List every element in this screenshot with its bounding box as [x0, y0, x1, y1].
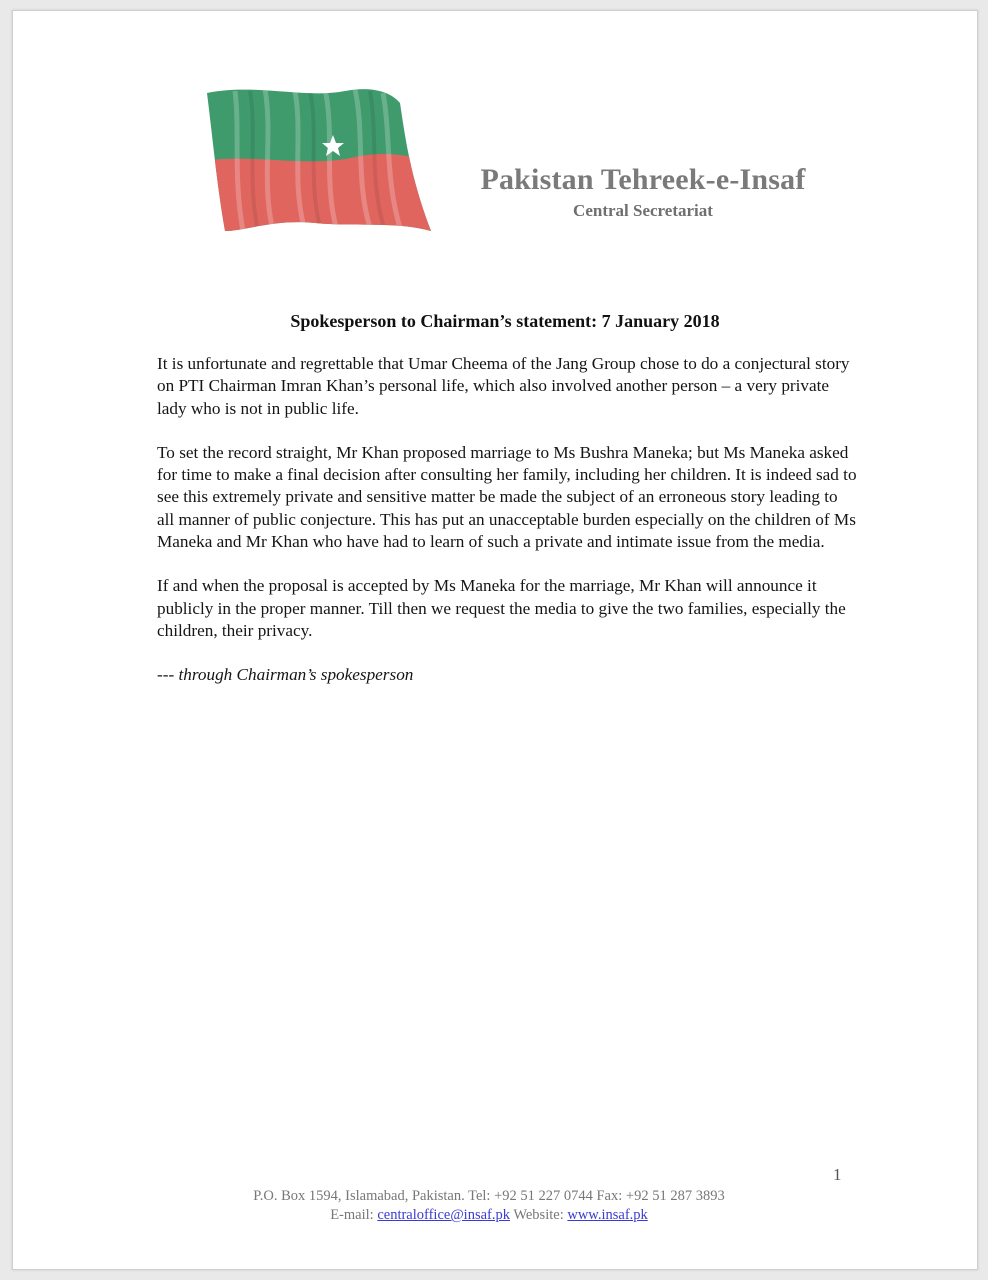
pti-flag-icon	[195, 81, 431, 231]
footer-address: P.O. Box 1594, Islamabad, Pakistan. Tel: +92 51 227 0744 Fax: +92 51 287 3893	[253, 1188, 725, 1204]
email-label: E-mail:	[330, 1207, 378, 1223]
footer	[113, 1187, 865, 1225]
statement-paragraph: To set the record straight, Mr Khan proposed marriage to Ms Bushra Maneka; but Ms Maneka asked for time to make a final decision after consulting her family, including her children. It is indeed sad to see this extremely private and sensitive matter be made the subject of an erroneous story leading to all manner of public conjecture. This has put an unacceptable burden especially on the children of Ms Maneka and Mr Khan who have had to learn of such a private and intimate issue from the media.	[157, 442, 857, 552]
footer-contact	[113, 1206, 865, 1225]
email-link[interactable]: centraloffice@insaf.pk	[377, 1207, 510, 1223]
statement-title: Spokesperson to Chairman’s statement: 7 January 2018	[290, 311, 720, 331]
organization-subtitle: Central Secretariat	[573, 201, 713, 220]
organization-name: Pakistan Tehreek-e-Insaf	[480, 163, 806, 196]
signature-prefix: ---	[157, 665, 179, 685]
page-number: 1	[833, 1165, 842, 1184]
statement-paragraph: It is unfortunate and regrettable that Umar Cheema of the Jang Group chose to do a conjectural story on PTI Chairman Imran Khan’s personal life, which also involved another person – a very private lady who is not in public life.	[157, 354, 850, 418]
signature-text: through Chairman’s spokesperson	[178, 665, 414, 685]
statement-signature	[157, 664, 857, 686]
statement-paragraph: If and when the proposal is accepted by Ms Maneka for the marriage, Mr Khan will announce it publicly in the proper manner. Till then we request the media to give the two families, especially the children, their privacy.	[157, 576, 846, 640]
document-page	[12, 10, 978, 1270]
website-label: Website:	[509, 1207, 568, 1223]
statement-body	[157, 353, 857, 709]
website-link[interactable]: www.insaf.pk	[567, 1207, 648, 1223]
